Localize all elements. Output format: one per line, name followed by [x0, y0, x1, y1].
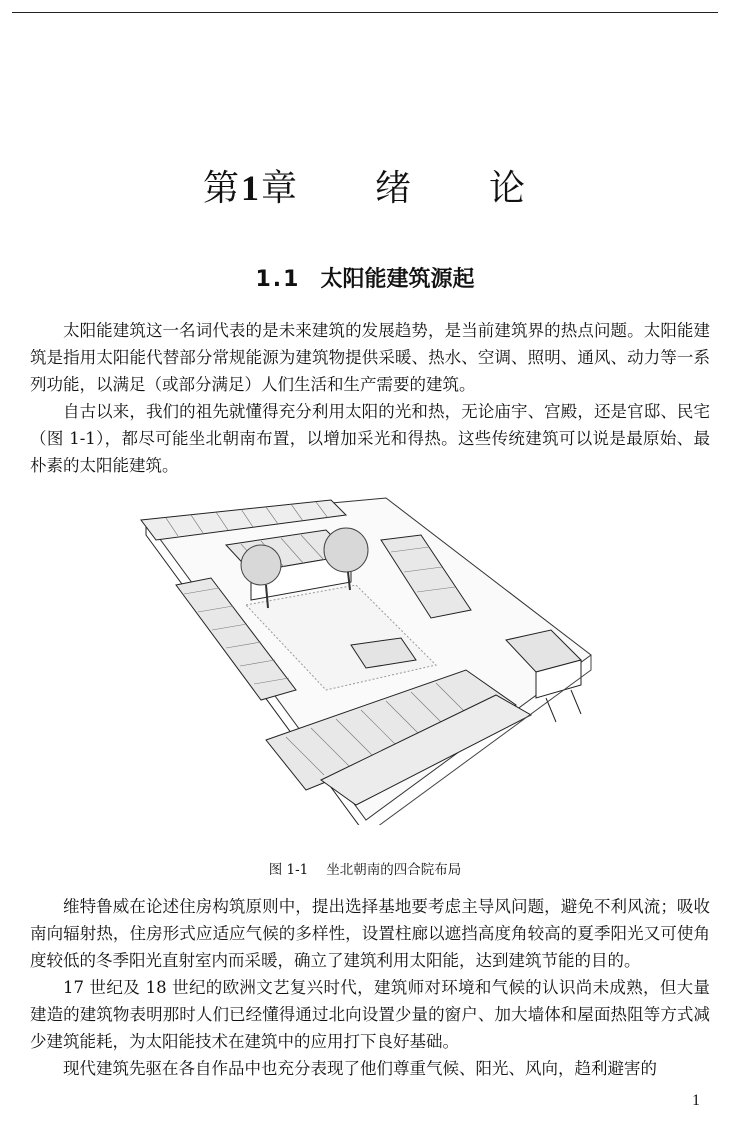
- section-name: 太阳能建筑源起: [320, 267, 475, 292]
- chapter-title: [0, 160, 730, 211]
- figure-number: 图 1-1: [268, 862, 309, 878]
- paragraph-3: 维特鲁威在论述住房构筑原则中，提出选择基地要考虑主导风问题，避免不利风流；吸收南向辐射热，住房形式应适应气候的多样性，设置柱廊以遮挡高度角较高的夏季阳光又可使角度较低的冬季阳光直射室内而采暖，确立了建筑利用太阳能，达到建筑节能的目的。: [30, 897, 710, 970]
- top-rule: [12, 12, 718, 13]
- paragraph-2: 自古以来，我们的祖先就懂得充分利用太阳的光和热，无论庙宇、宫殿，还是官邸、民宅（图 1-1），都尽可能坐北朝南布置，以增加采光和得热。这些传统建筑可以说是最原始、最朴素的太阳能建筑。: [30, 402, 710, 475]
- figure-caption: [0, 858, 730, 878]
- courtyard-illustration: [136, 490, 596, 825]
- paragraph-1: 太阳能建筑这一名词代表的是未来建筑的发展趋势，是当前建筑界的热点问题。太阳能建筑是指用太阳能代替部分常规能源为建筑物提供采暖、热水、空调、照明、通风、动力等一系列功能，以满足（或部分满足）人们生活和生产需要的建筑。: [30, 321, 710, 394]
- paragraph-4: 17 世纪及 18 世纪的欧洲文艺复兴时代，建筑师对环境和气候的认识尚未成熟，但大量建造的建筑物表明那时人们已经懂得通过北向设置少量的窗户、加大墙体和屋面热阻等方式减少建筑能耗，为太阳能技术在建筑中的应用打下良好基础。: [30, 978, 710, 1051]
- chapter-number: 1: [240, 168, 261, 208]
- figure-caption-text: 坐北朝南的四合院布局: [326, 862, 462, 878]
- paragraph-5: 现代建筑先驱在各自作品中也充分表现了他们尊重气候、阳光、风向，趋利避害的: [63, 1059, 657, 1078]
- section-number: 1.1: [255, 267, 301, 292]
- chapter-label-suffix: 章: [260, 168, 299, 209]
- chapter-label-prefix: 第: [202, 168, 241, 209]
- page-number: 1: [692, 1092, 700, 1109]
- section-title: [0, 262, 730, 293]
- chapter-name: 绪 论: [375, 168, 528, 209]
